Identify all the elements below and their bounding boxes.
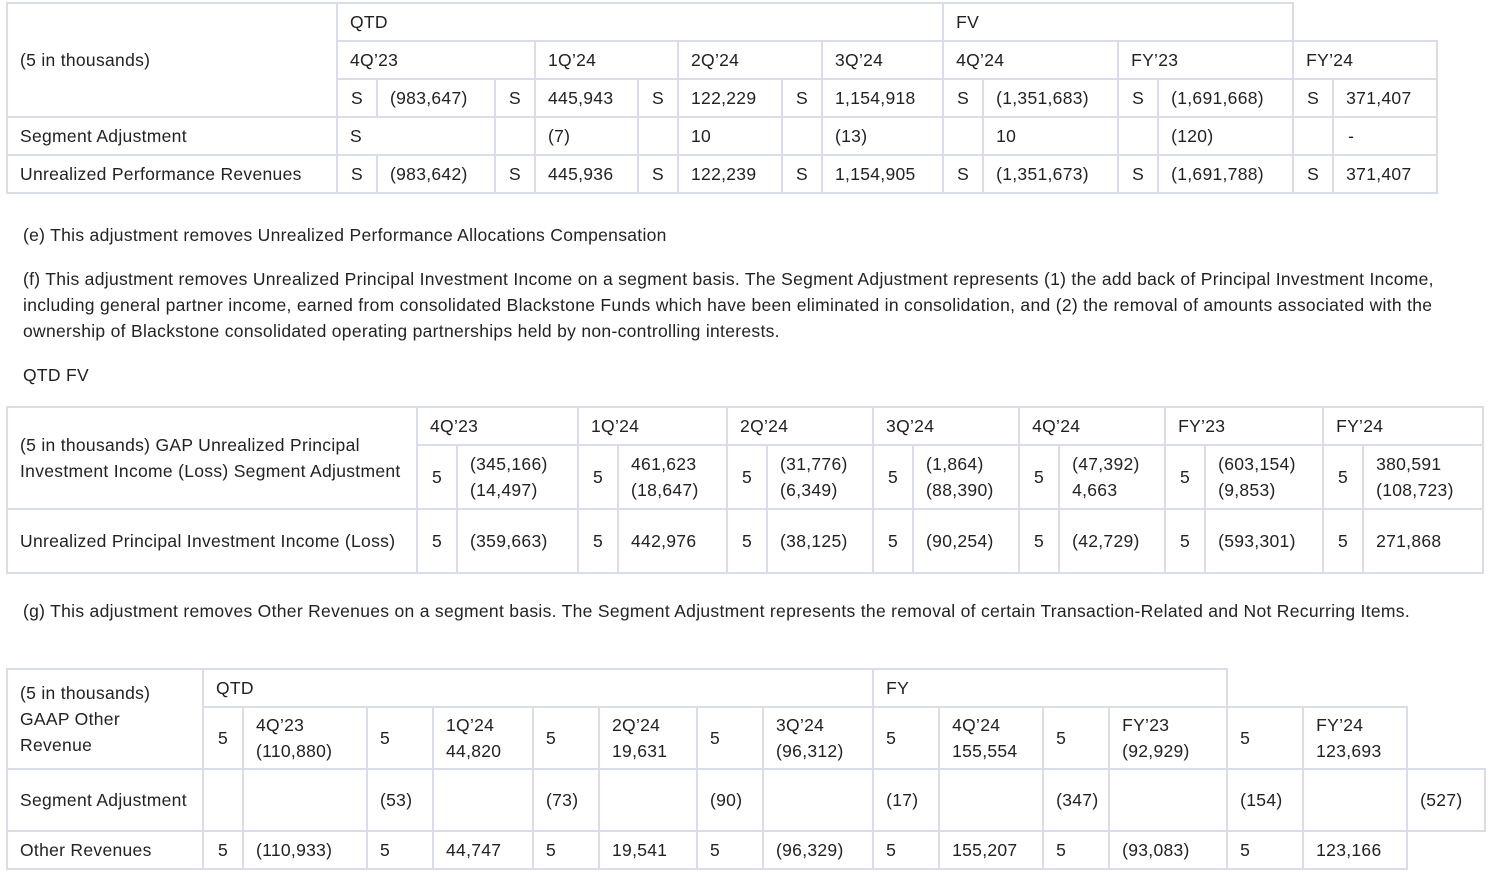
gaap-value: (31,776) (780, 454, 848, 474)
period-header: 3Q’24 (822, 41, 943, 79)
empty-cell (203, 769, 243, 831)
period-header: 1Q’24 (535, 41, 678, 79)
value-cell: (120) (1158, 117, 1293, 155)
currency-cell: S (1118, 79, 1158, 117)
group-qtd: QTD (337, 3, 943, 41)
value-cell: 44,747 (433, 831, 533, 869)
segment-value: (108,723) (1376, 480, 1454, 500)
empty-cell (939, 769, 1043, 831)
gaap-value: (603,154) (1218, 454, 1296, 474)
value-cell (1303, 707, 1407, 769)
currency-cell: S (943, 155, 983, 193)
gaap-value: (92,929) (1122, 741, 1190, 761)
currency-cell: 5 (1323, 445, 1363, 509)
principal-investment-table (6, 406, 1484, 574)
period-header: 4Q’23 (337, 41, 535, 79)
value-cell: 371,407 (1333, 79, 1437, 117)
row-label: Unrealized Performance Revenues (7, 155, 337, 193)
value-cell (599, 707, 697, 769)
currency-cell: 5 (1019, 509, 1059, 573)
value-cell: 122,229 (678, 79, 782, 117)
group-qtd: QTD (203, 669, 873, 707)
currency-cell: 5 (578, 445, 618, 509)
value-cell: 19,541 (599, 831, 697, 869)
value-cell: (154) (1227, 769, 1303, 831)
empty-cell (1293, 117, 1333, 155)
gaap-value: (110,880) (256, 741, 333, 761)
currency-cell: 5 (873, 509, 913, 573)
gaap-value: (96,312) (776, 741, 844, 761)
period-header: FY’23 (1165, 407, 1323, 445)
period-header: 4Q’24 (952, 715, 1001, 735)
table-row (7, 509, 1483, 573)
row-label: Segment Adjustment (7, 769, 203, 831)
empty-cell (943, 117, 983, 155)
period-header: FY’24 (1293, 41, 1437, 79)
period-header: FY’24 (1323, 407, 1483, 445)
gaap-value: 123,693 (1316, 741, 1382, 761)
currency-cell: S (1118, 155, 1158, 193)
currency-cell: 5 (417, 445, 457, 509)
value-cell: (90) (697, 769, 763, 831)
value-cell: (1,351,683) (983, 79, 1118, 117)
currency-cell: 5 (1043, 707, 1109, 769)
currency-cell: S (1293, 155, 1333, 193)
footnote-g: (g) This adjustment removes Other Revenues on a segment basis. The Segment Adjustment represents the removal of certain Transaction-Related and Not Recurring Items. (23, 601, 1410, 621)
currency-cell: 5 (578, 509, 618, 573)
currency-cell: 5 (1165, 509, 1205, 573)
period-header: FY’23 (1118, 41, 1293, 79)
section-label-qtd-fv: QTD FV (23, 365, 89, 385)
row-label: Other Revenues (7, 831, 203, 869)
value-cell: 271,868 (1363, 509, 1483, 573)
currency-cell: 5 (727, 445, 767, 509)
value-cell: (527) (1407, 769, 1485, 831)
row-label: Unrealized Principal Investment Income (Loss) (7, 509, 417, 573)
table-row (7, 155, 1437, 193)
segment-value: (6,349) (780, 480, 838, 500)
gaap-value: 461,623 (631, 454, 697, 474)
empty-cell (638, 117, 678, 155)
currency-cell: S (638, 155, 678, 193)
blank-cell (1293, 3, 1437, 41)
value-cell: (1,691,668) (1158, 79, 1293, 117)
gaap-value: (345,166) (470, 454, 548, 474)
segment-value: (9,853) (1218, 480, 1276, 500)
currency-cell: 5 (203, 831, 243, 869)
empty-cell (1118, 117, 1158, 155)
value-cell (767, 445, 873, 509)
value-cell: 10 (678, 117, 782, 155)
gaap-value: 19,631 (612, 741, 668, 761)
empty-cell (599, 769, 697, 831)
value-cell (763, 707, 873, 769)
segment-value: (18,647) (631, 480, 699, 500)
value-cell: (359,663) (457, 509, 578, 573)
currency-cell: 5 (1227, 831, 1303, 869)
row-label: Segment Adjustment (7, 117, 337, 155)
performance-revenues-table (6, 2, 1438, 194)
header-label: (5 in thousands) GAP Unrealized Principal Investment Income (Loss) Segment Adjustment (7, 407, 417, 509)
period-header: 2Q’24 (727, 407, 873, 445)
empty-cell (495, 117, 535, 155)
currency-cell: S (943, 79, 983, 117)
currency-cell: S (495, 155, 535, 193)
value-cell (243, 707, 367, 769)
value-cell (457, 445, 578, 509)
period-header: 4Q’24 (943, 41, 1118, 79)
value-cell: (13) (822, 117, 943, 155)
empty-cell (1303, 769, 1407, 831)
value-cell: (17) (873, 769, 939, 831)
value-cell: (90,254) (913, 509, 1019, 573)
value-cell (433, 707, 533, 769)
segment-value: (14,497) (470, 480, 538, 500)
segment-value: 4,663 (1072, 480, 1118, 500)
value-cell: - (1333, 117, 1437, 155)
value-cell: (983,642) (377, 155, 495, 193)
currency-cell: 5 (533, 707, 599, 769)
value-cell: (983,647) (377, 79, 495, 117)
value-cell (913, 445, 1019, 509)
table-row (7, 707, 1485, 769)
currency-cell: 5 (1323, 509, 1363, 573)
segment-value: (88,390) (926, 480, 994, 500)
value-cell: 442,976 (618, 509, 727, 573)
currency-cell: 5 (697, 831, 763, 869)
value-cell: 10 (983, 117, 1118, 155)
value-cell: 155,207 (939, 831, 1043, 869)
period-header: FY’23 (1122, 715, 1170, 735)
period-header: FY’24 (1316, 715, 1364, 735)
currency-cell: 5 (873, 707, 939, 769)
value-cell: (7) (535, 117, 638, 155)
value-cell (618, 445, 727, 509)
empty-cell (782, 117, 822, 155)
currency-cell: S (337, 79, 377, 117)
currency-cell: S (495, 79, 535, 117)
empty-cell (1109, 769, 1227, 831)
table-row (7, 831, 1485, 869)
currency-cell: S (782, 155, 822, 193)
group-fv: FV (943, 3, 1293, 41)
empty-cell (763, 769, 873, 831)
currency-cell: 5 (873, 445, 913, 509)
period-header: 3Q’24 (776, 715, 825, 735)
currency-cell: 5 (697, 707, 763, 769)
value-cell: 1,154,918 (822, 79, 943, 117)
value-cell: S (337, 117, 495, 155)
empty-cell (243, 769, 367, 831)
value-cell (1205, 445, 1323, 509)
currency-cell: 5 (1165, 445, 1205, 509)
currency-cell: 5 (727, 509, 767, 573)
table-row (7, 769, 1485, 831)
gaap-value: 155,554 (952, 741, 1018, 761)
currency-cell: S (337, 155, 377, 193)
currency-cell: 5 (203, 707, 243, 769)
value-cell (1059, 445, 1165, 509)
table-row (7, 117, 1437, 155)
value-cell: 1,154,905 (822, 155, 943, 193)
value-cell: (593,301) (1205, 509, 1323, 573)
blank-cell (1407, 831, 1485, 869)
header-label: (5 in thousands) GAAP Other Revenue (7, 669, 203, 769)
value-cell: (53) (367, 769, 433, 831)
other-revenues-table (6, 668, 1486, 870)
period-header: 2Q’24 (612, 715, 661, 735)
footnote-f: (f) This adjustment removes Unrealized Principal Investment Income on a segment basis. The Segment Adjustment represents (1) the add back of Principal Investment Income, including general partner income, earned from consolidated Blackstone Funds which have been eliminated in consolidation, and (2) the removal of amounts associated with the ownership of Blackstone consolidated operating partnerships held by non-controlling interests. (23, 269, 1434, 341)
currency-cell: S (782, 79, 822, 117)
value-cell (1363, 445, 1483, 509)
value-cell: (93,083) (1109, 831, 1227, 869)
value-cell: (73) (533, 769, 599, 831)
period-header: 4Q’23 (417, 407, 578, 445)
value-cell: 371,407 (1333, 155, 1437, 193)
currency-cell: 5 (1019, 445, 1059, 509)
blank-cell (1407, 707, 1485, 769)
value-cell: (1,351,673) (983, 155, 1118, 193)
value-cell: 122,239 (678, 155, 782, 193)
period-header: 4Q’24 (1019, 407, 1165, 445)
value-cell: 445,936 (535, 155, 638, 193)
period-header: 4Q’23 (256, 715, 305, 735)
period-header: 1Q’24 (446, 715, 495, 735)
currency-cell: 5 (367, 707, 433, 769)
period-header: 3Q’24 (873, 407, 1019, 445)
gaap-value: (47,392) (1072, 454, 1140, 474)
gaap-value: 44,820 (446, 741, 502, 761)
currency-cell: 5 (1043, 831, 1109, 869)
period-header: 1Q’24 (578, 407, 727, 445)
currency-cell: 5 (417, 509, 457, 573)
currency-cell: S (1293, 79, 1333, 117)
currency-cell: 5 (533, 831, 599, 869)
currency-cell: 5 (1227, 707, 1303, 769)
gaap-value: (1,864) (926, 454, 984, 474)
currency-cell: 5 (873, 831, 939, 869)
footnote-e: (e) This adjustment removes Unrealized Performance Allocations Compensation (23, 225, 667, 245)
unit-label: (5 in thousands) (7, 3, 337, 117)
value-cell: (347) (1043, 769, 1109, 831)
gaap-value: 380,591 (1376, 454, 1442, 474)
currency-cell: 5 (367, 831, 433, 869)
value-cell (939, 707, 1043, 769)
value-cell: (110,933) (243, 831, 367, 869)
value-cell: (96,329) (763, 831, 873, 869)
currency-cell: S (638, 79, 678, 117)
value-cell (1109, 707, 1227, 769)
empty-cell (433, 769, 533, 831)
period-header: 2Q’24 (678, 41, 822, 79)
group-fy: FY (873, 669, 1227, 707)
value-cell: 123,166 (1303, 831, 1407, 869)
blank-cell (1227, 669, 1485, 707)
value-cell: 445,943 (535, 79, 638, 117)
value-cell: (38,125) (767, 509, 873, 573)
value-cell: (42,729) (1059, 509, 1165, 573)
value-cell: (1,691,788) (1158, 155, 1293, 193)
